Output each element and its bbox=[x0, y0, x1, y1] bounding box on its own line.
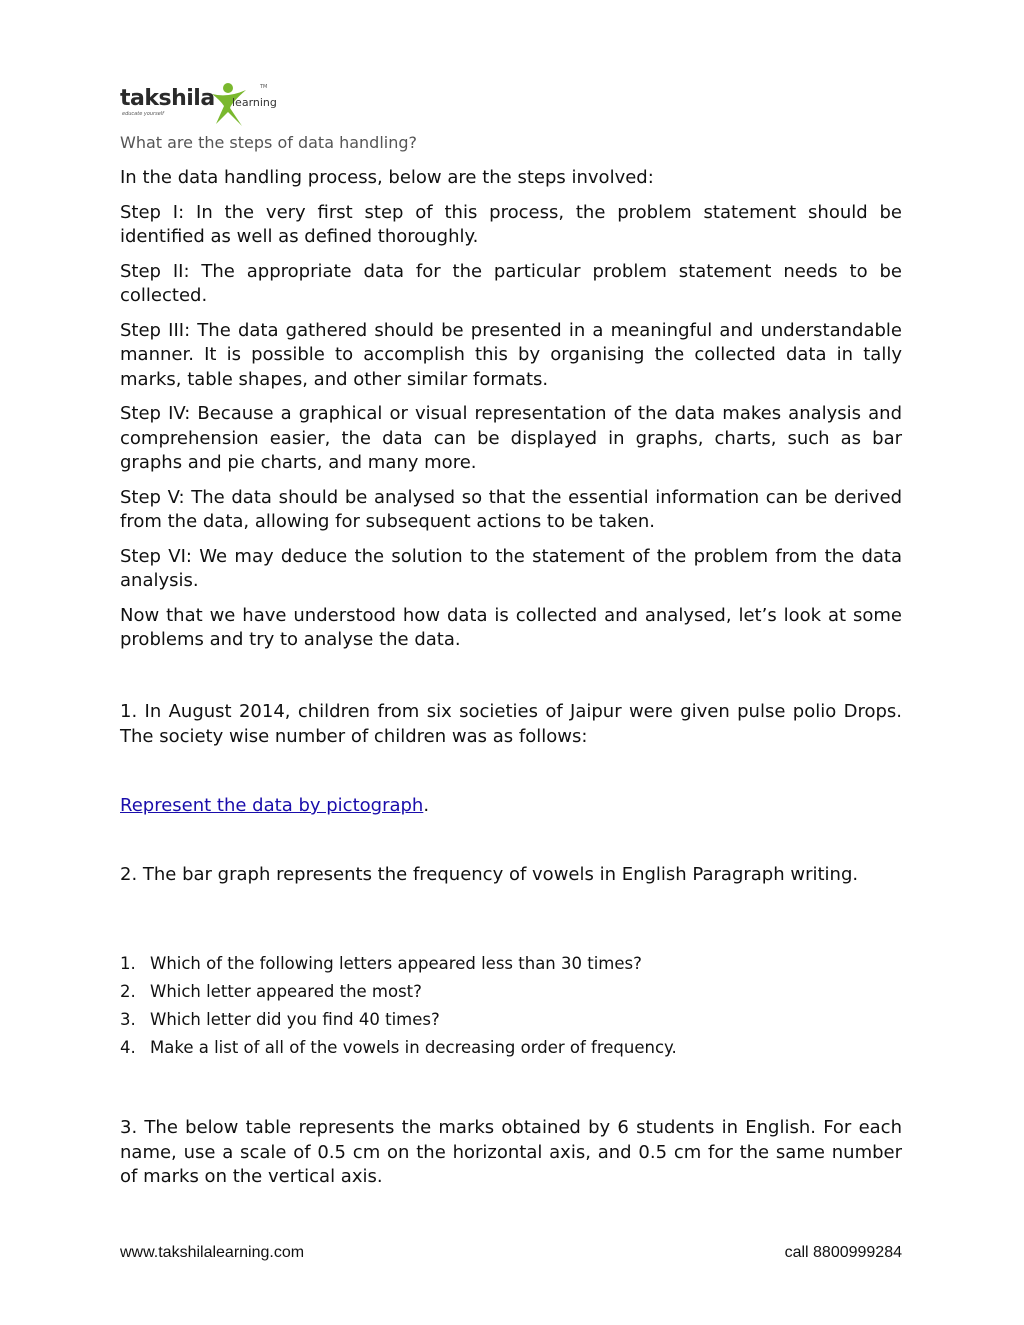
logo-tagline: educate yourself bbox=[122, 111, 164, 117]
question-3: 3. The below table represents the marks obtained by 6 students in English. For each name, use a scale of 0.5 cm on the horizontal axis, and 0.5 cm for the same number of marks on the vertical axis. bbox=[120, 1117, 902, 1187]
footer-phone: call 8800999284 bbox=[784, 1244, 902, 1261]
list-number: 3. bbox=[120, 1010, 136, 1029]
step-label: Step III: bbox=[120, 319, 191, 341]
list-number: 4. bbox=[120, 1038, 136, 1057]
takshila-logo bbox=[120, 78, 280, 128]
step-label: Step IV: bbox=[120, 403, 191, 424]
pictograph-link[interactable]: Represent the data by pictograph bbox=[120, 795, 424, 816]
intro-paragraph: In the data handling process, below are the steps involved: bbox=[120, 167, 654, 188]
main-content bbox=[120, 166, 902, 663]
footer-website: www.takshilalearning.com bbox=[120, 1244, 305, 1261]
logo-tm: TM bbox=[260, 84, 268, 90]
step-label: Step V: bbox=[120, 486, 185, 508]
list-item bbox=[120, 950, 902, 978]
question-1: 1. In August 2014, children from six societies of Jaipur were given pulse polio Drops. The society wise number of children was as follows: bbox=[120, 701, 902, 747]
list-number: 2. bbox=[120, 982, 136, 1001]
step-5 bbox=[120, 486, 902, 535]
step-6 bbox=[120, 545, 902, 594]
list-text: Which letter appeared the most? bbox=[150, 982, 422, 1001]
step-text: The appropriate data for the particular problem statement needs to be collected. bbox=[120, 260, 902, 306]
step-label: Step VI: bbox=[120, 545, 192, 567]
list-item bbox=[120, 1006, 902, 1034]
link-suffix: . bbox=[423, 795, 430, 816]
list-text: Which letter did you find 40 times? bbox=[150, 1010, 440, 1029]
list-item bbox=[120, 978, 902, 1006]
logo-text-main: takshila bbox=[120, 86, 215, 111]
transition-paragraph: Now that we have understood how data is collected and analysed, let’s look at some problems and try to analyse the data. bbox=[120, 604, 902, 650]
step-text: In the very first step of this process, the problem statement should be identified as well as defined thoroughly. bbox=[120, 201, 903, 247]
list-text: Which of the following letters appeared less than 30 times? bbox=[150, 954, 642, 973]
page-subtitle: What are the steps of data handling? bbox=[120, 133, 418, 152]
subquestion-list bbox=[120, 950, 902, 1062]
list-text: Make a list of all of the vowels in decreasing order of frequency. bbox=[150, 1038, 677, 1057]
step-text: The data should be analysed so that the essential information can be derived from the data, allowing for subsequent actions to be taken. bbox=[120, 486, 902, 532]
step-text: We may deduce the solution to the statement of the problem from the data analysis. bbox=[120, 545, 902, 591]
step-2 bbox=[120, 260, 902, 309]
step-1 bbox=[120, 201, 902, 250]
question-1-link-line bbox=[120, 794, 429, 819]
step-text: Because a graphical or visual representation of the data makes analysis and comprehension easier, the data can be displayed in graphs, charts, such as bar graphs and pie charts, and many more. bbox=[120, 403, 902, 473]
question-2: 2. The bar graph represents the frequency of vowels in English Paragraph writing. bbox=[120, 864, 859, 885]
step-label: Step I: bbox=[120, 201, 185, 223]
step-label: Step II: bbox=[120, 260, 190, 282]
list-item bbox=[120, 1034, 902, 1062]
step-text: The data gathered should be presented in a meaningful and understandable manner. It is possible to accomplish this by organising the collected data in tally marks, table shapes, and other similar formats. bbox=[120, 319, 902, 390]
list-number: 1. bbox=[120, 954, 136, 973]
logo-text-sub: learning bbox=[232, 96, 277, 109]
step-4 bbox=[120, 402, 902, 476]
step-3 bbox=[120, 319, 902, 393]
